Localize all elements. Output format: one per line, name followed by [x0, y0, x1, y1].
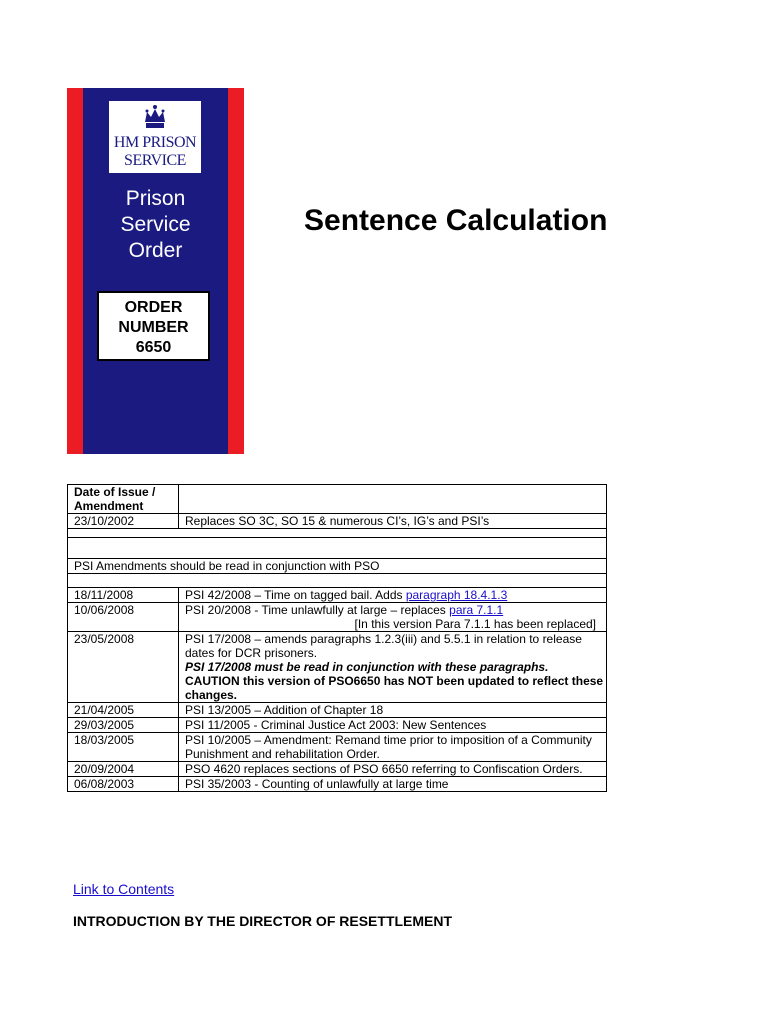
description-text: PSI 20/2008 - Time unlawfully at large – replaces [185, 603, 450, 617]
date-cell: 23/05/2008 [68, 632, 179, 703]
crown-icon [141, 103, 169, 131]
page-title: Sentence Calculation [304, 204, 608, 237]
spacer-cell [68, 574, 607, 588]
cover-panel [83, 88, 228, 454]
psi-note-row [68, 559, 607, 574]
date-of-issue-header: Date of Issue / Amendment [68, 485, 179, 514]
description-text: PSI 17/2008 – amends paragraphs 1.2.3(iii) and 5.5.1 in relation to release dates for DCR prisoners. [185, 632, 582, 660]
psi-note-cell: PSI Amendments should be read in conjunction with PSO [68, 559, 607, 574]
replacement-note: [In this version Para 7.1.1 has been replaced] [354, 617, 596, 631]
description-cell: PSI 35/2003 - Counting of unlawfully at large time [179, 777, 607, 792]
spacer-row [68, 538, 607, 559]
description-cell: PSI 11/2005 - Criminal Justice Act 2003: New Sentences [179, 718, 607, 733]
table-row [68, 588, 607, 603]
prison-service-order-label [83, 186, 228, 264]
description-text: PSI 42/2008 – Time on tagged bail. Adds [185, 588, 406, 602]
description-cell [179, 588, 607, 603]
order-number: 6650 [135, 339, 172, 356]
date-cell: 06/08/2003 [68, 777, 179, 792]
link-to-contents[interactable]: Link to Contents [73, 881, 175, 897]
section-heading: INTRODUCTION BY THE DIRECTOR OF RESETTLEMENT [73, 913, 453, 929]
spacer-cell [68, 538, 607, 559]
issue-date-cell: 23/10/2002 [68, 514, 179, 529]
date-cell: 29/03/2005 [68, 718, 179, 733]
description-cell [179, 603, 607, 632]
pso-line3: Order [128, 239, 183, 262]
date-cell: 18/03/2005 [68, 733, 179, 762]
conjunction-warning: PSI 17/2008 must be read in conjunction with these paragraphs. [185, 660, 549, 674]
date-cell: 21/04/2005 [68, 703, 179, 718]
paragraph-link[interactable]: paragraph 18.4.1.3 [405, 588, 508, 602]
date-cell: 10/06/2008 [68, 603, 179, 632]
issue-description-cell: Replaces SO 3C, SO 15 & numerous CI’s, IG’s and PSI’s [179, 514, 607, 529]
date-cell: 20/09/2004 [68, 762, 179, 777]
table-row [68, 514, 607, 529]
table-row [68, 632, 607, 703]
spacer-row [68, 529, 607, 538]
table-header-row [68, 485, 607, 514]
date-cell: 18/11/2008 [68, 588, 179, 603]
table-row [68, 718, 607, 733]
logo-text-line1: HM PRISON [113, 134, 197, 151]
spacer-row [68, 574, 607, 588]
prison-service-cover [67, 88, 244, 454]
description-cell: PSO 4620 replaces sections of PSO 6650 referring to Confiscation Orders. [179, 762, 607, 777]
spacer-cell [68, 529, 607, 538]
order-label-line1: ORDER [124, 299, 183, 316]
pso-line2: Service [120, 213, 191, 236]
amendment-table [67, 484, 607, 792]
hm-prison-service-logo [109, 101, 201, 173]
header-empty-cell [179, 485, 607, 514]
order-number-box [97, 291, 210, 361]
logo-text-line2: SERVICE [124, 152, 186, 169]
caution-warning: CAUTION this version of PSO6650 has NOT been updated to reflect these changes. [185, 674, 604, 702]
table-row [68, 703, 607, 718]
description-cell [179, 632, 607, 703]
order-label-line2: NUMBER [118, 319, 189, 336]
table-row [68, 733, 607, 762]
table-row [68, 762, 607, 777]
pso-line1: Prison [125, 187, 186, 210]
description-cell: PSI 13/2005 – Addition of Chapter 18 [179, 703, 607, 718]
table-row [68, 777, 607, 792]
description-cell: PSI 10/2005 – Amendment: Remand time prior to imposition of a Community Punishment and rehabilitation Order. [179, 733, 607, 762]
table-row [68, 603, 607, 632]
paragraph-link[interactable]: para 7.1.1 [449, 603, 504, 617]
